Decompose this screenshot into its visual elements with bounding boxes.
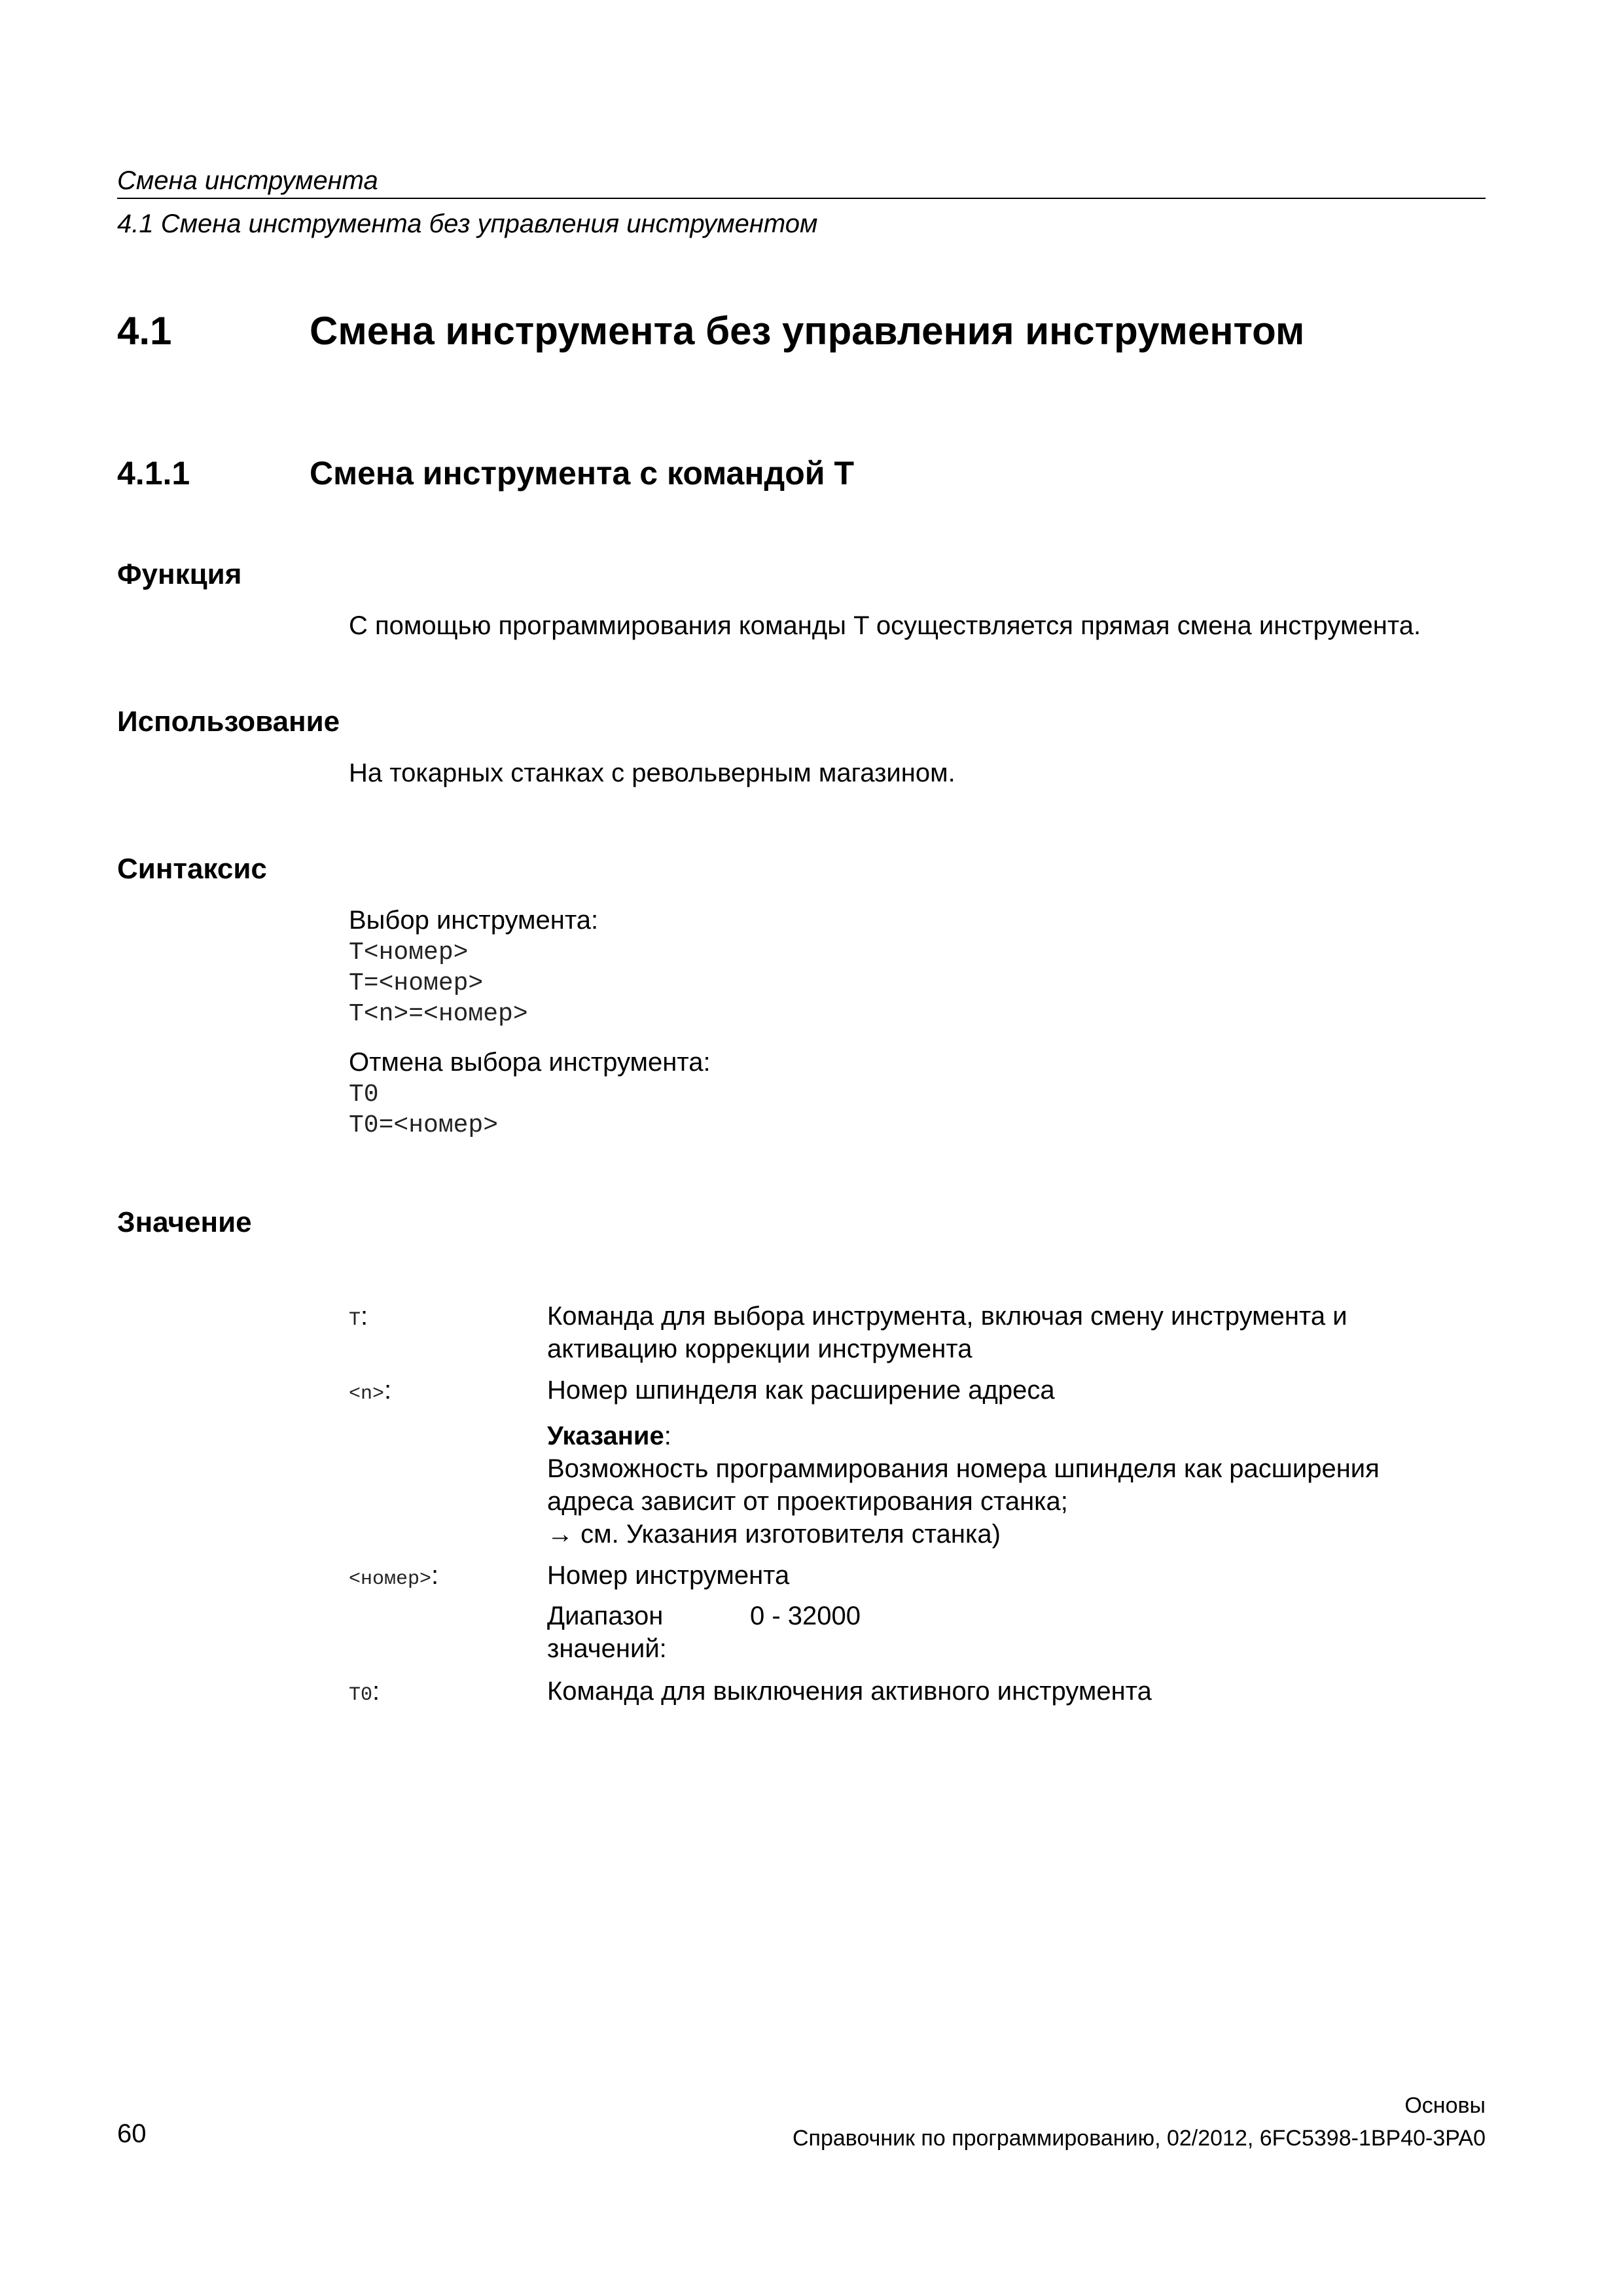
param-description: Команда для выключения активного инструмента	[547, 1677, 1152, 1706]
meaning-heading: Значение	[117, 1206, 252, 1238]
usage-text: На токарных станках с револьверным магазином.	[349, 759, 955, 787]
header-divider	[117, 198, 1486, 199]
function-heading: Функция	[117, 558, 242, 590]
syntax-line: T0	[349, 1081, 379, 1109]
syntax-line: T<номер>	[349, 939, 469, 967]
syntax-line: T0=<номер>	[349, 1111, 499, 1139]
syntax-heading: Синтаксис	[117, 853, 267, 885]
section-number: 4.1	[117, 309, 172, 353]
param-term: <номер>:	[349, 1561, 439, 1590]
running-header-section: 4.1 Смена инструмента без управления инструментом	[117, 209, 818, 238]
subsection-title: Смена инструмента с командой T	[310, 455, 854, 492]
footer-doc-ref: Справочник по программированию, 02/2012, 6FC5398-1BP40-3PA0	[793, 2126, 1486, 2151]
function-text: С помощью программирования команды T осуществляется прямая смена инструмента.	[349, 611, 1421, 640]
param-description: Номер инструмента	[547, 1561, 790, 1590]
syntax-select-label: Выбор инструмента:	[349, 906, 599, 935]
section-title: Смена инструмента без управления инструментом	[310, 309, 1305, 353]
param-description: Номер шпинделя как расширение адреса Указание: Возможность программирования номера шпинделя как расширения адреса зависит от проектирования станка; → см. Указания изготовителя станка)	[547, 1374, 1486, 1551]
range-label: Диапазон значений:	[547, 1602, 667, 1663]
footer-doc-title: Основы	[1404, 2093, 1486, 2118]
page-number: 60	[117, 2119, 147, 2148]
param-term: <n>:	[349, 1376, 392, 1405]
param-description: Команда для выбора инструмента, включая смену инструмента и активацию коррекции инструмента	[547, 1302, 1347, 1363]
param-term: T0:	[349, 1677, 380, 1706]
subsection-number: 4.1.1	[117, 455, 190, 492]
syntax-line: T=<номер>	[349, 969, 484, 997]
range-value: 0 - 32000	[750, 1602, 861, 1630]
param-term: T:	[349, 1302, 368, 1331]
usage-heading: Использование	[117, 706, 340, 738]
syntax-deselect-label: Отмена выбора инструмента:	[349, 1048, 711, 1077]
running-header-chapter: Смена инструмента	[117, 166, 378, 195]
note-block: Указание: Возможность программирования номера шпинделя как расширения адреса зависит от проектирования станка; → см. Указания изготовителя станка)	[547, 1422, 1380, 1549]
syntax-line: T<n>=<номер>	[349, 1000, 528, 1028]
note-title: Указание	[547, 1422, 664, 1450]
